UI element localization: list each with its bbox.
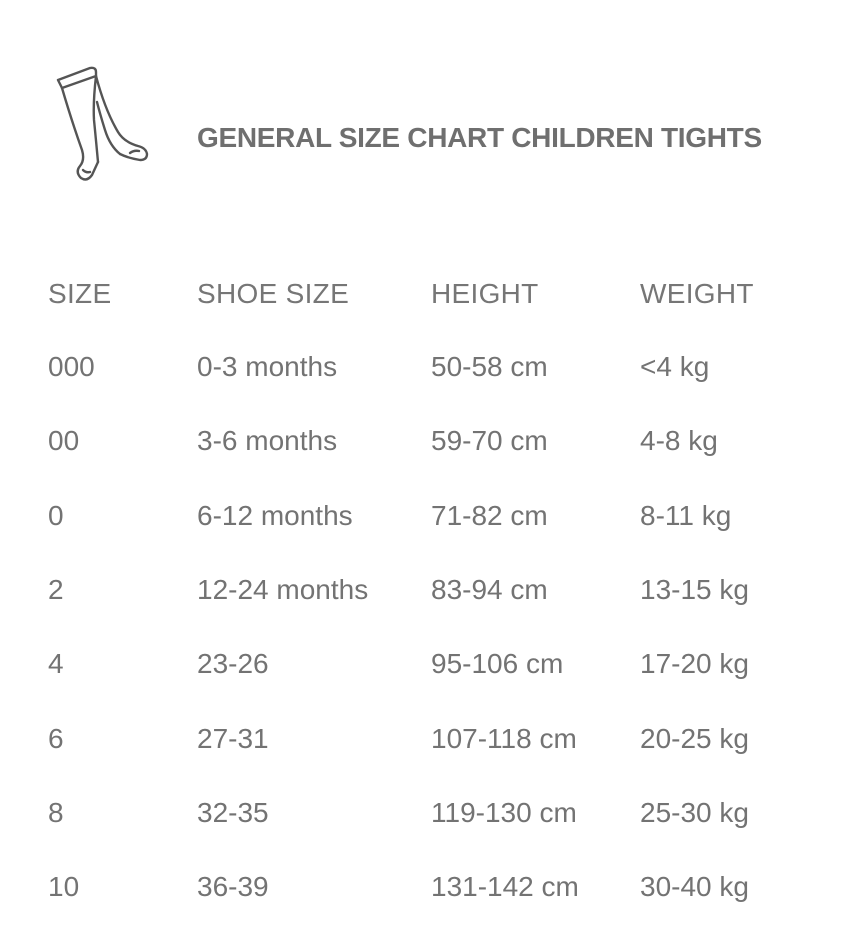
- cell-size: 8: [48, 796, 64, 828]
- tights-icon: [50, 62, 155, 187]
- cell-shoe-size: 6-12 months: [197, 499, 353, 531]
- cell-weight: 8-11 kg: [640, 499, 732, 531]
- table-row: [48, 330, 840, 404]
- cell-weight: <4 kg: [640, 351, 710, 383]
- cell-height: 107-118 cm: [431, 722, 577, 754]
- cell-size: 000: [48, 351, 95, 383]
- size-chart-table: [48, 258, 840, 924]
- cell-weight: 20-25 kg: [640, 722, 749, 754]
- cell-size: 2: [48, 574, 64, 606]
- cell-shoe-size: 23-26: [197, 648, 269, 680]
- table-row: [48, 404, 840, 478]
- cell-size: 00: [48, 425, 80, 457]
- table-row: [48, 850, 840, 924]
- cell-shoe-size: 32-35: [197, 796, 269, 828]
- cell-height: 71-82 cm: [431, 499, 548, 531]
- cell-size: 6: [48, 722, 64, 754]
- cell-shoe-size: 0-3 months: [197, 351, 338, 383]
- cell-size: 4: [48, 648, 64, 680]
- cell-height: 131-142 cm: [431, 871, 579, 903]
- column-header-weight: WEIGHT: [640, 278, 754, 309]
- table-row: [48, 776, 840, 850]
- table-row: [48, 479, 840, 553]
- cell-size: 0: [48, 499, 64, 531]
- cell-weight: 25-30 kg: [640, 796, 749, 828]
- page-title: GENERAL SIZE CHART CHILDREN TIGHTS: [197, 122, 762, 153]
- chart-header: [0, 0, 854, 200]
- cell-shoe-size: 36-39: [197, 871, 269, 903]
- cell-height: 50-58 cm: [431, 351, 548, 383]
- column-header-shoe-size: SHOE SIZE: [197, 278, 350, 309]
- table-header-row: [48, 258, 840, 330]
- cell-weight: 17-20 kg: [640, 648, 749, 680]
- table-row: [48, 701, 840, 775]
- cell-height: 83-94 cm: [431, 574, 548, 606]
- cell-shoe-size: 12-24 months: [197, 574, 369, 606]
- table-row: [48, 553, 840, 627]
- cell-weight: 4-8 kg: [640, 425, 718, 457]
- column-header-size: SIZE: [48, 278, 112, 309]
- cell-weight: 13-15 kg: [640, 574, 749, 606]
- cell-height: 95-106 cm: [431, 648, 564, 680]
- table-row: [48, 627, 840, 701]
- column-header-height: HEIGHT: [431, 278, 539, 309]
- cell-weight: 30-40 kg: [640, 871, 749, 903]
- cell-height: 119-130 cm: [431, 796, 577, 828]
- cell-height: 59-70 cm: [431, 425, 548, 457]
- cell-shoe-size: 3-6 months: [197, 425, 338, 457]
- cell-shoe-size: 27-31: [197, 722, 269, 754]
- cell-size: 10: [48, 871, 80, 903]
